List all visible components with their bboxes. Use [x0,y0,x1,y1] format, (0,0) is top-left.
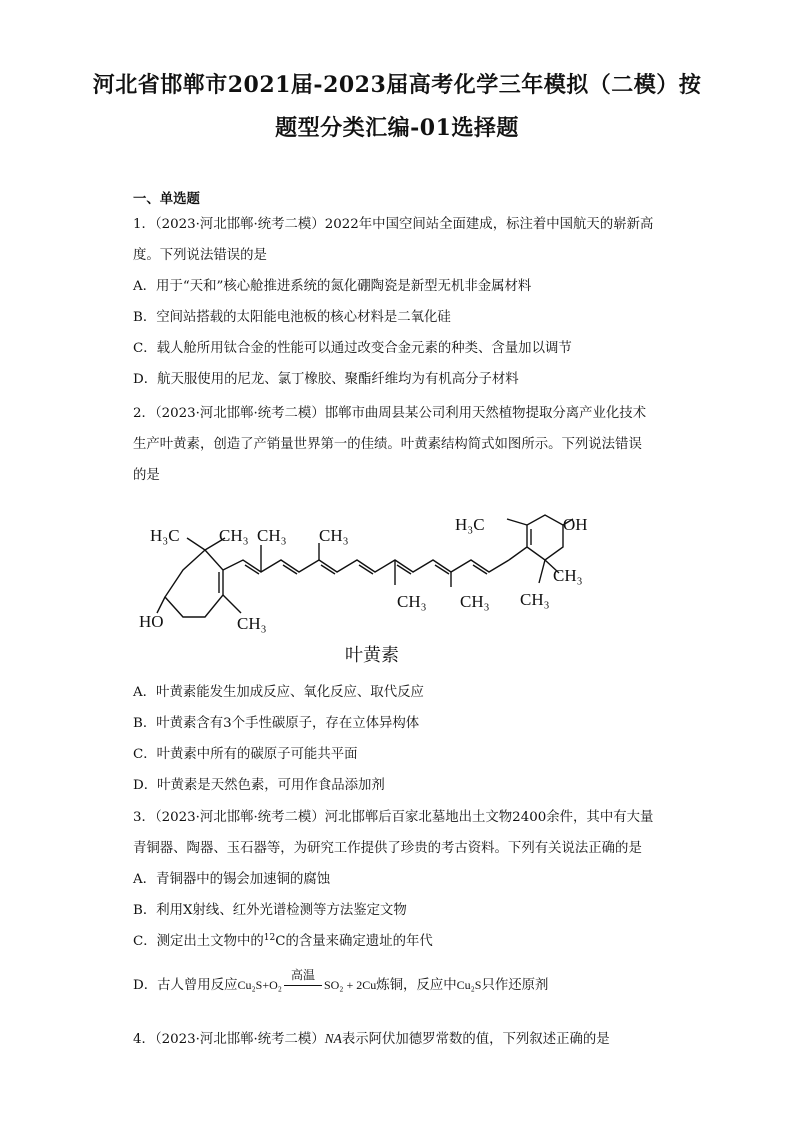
section-heading: 一、单选题 [133,191,200,207]
q1-option-a: A．用于“天和”核心舱推进系统的氮化硼陶瓷是新型无机非金属材料 [133,279,532,294]
q3-stem-line1: 3．（2023·河北邯郸·统考二模）河北邯郸后百家北墓地出土文物2400余件，其中有大量 [133,810,654,825]
equation-reactants: Cu₂S+O₂ [237,978,282,992]
q1-option-b: B．空间站搭载的太阳能电池板的核心材料是二氧化硅 [133,310,451,325]
q1-stem-line2: 度。下列说法错误的是 [133,248,267,263]
q1-stem-line1: 1．（2023·河北邯郸·统考二模）2022年中国空间站全面建成，标注着中国航天的崭新高 [133,217,654,232]
q1-option-d: D．航天服使用的尼龙、氯丁橡胶、聚酯纤维均为有机高分子材料 [133,372,519,387]
q1-option-c: C．载人舱所用钛合金的性能可以通过改变合金元素的种类、含量加以调节 [133,341,572,356]
lutein-structure-figure [135,505,605,670]
doc-title-line2: 题型分类汇编-01选择题 [275,115,519,141]
label-oh-right: OH [563,515,588,534]
label-ch3-bottom2: CH₃ [460,592,490,611]
q2-stem-line2: 生产叶黄素，创造了产销量世界第一的佳绩。叶黄素结构简式如图所示。下列说法错误 [133,437,642,452]
isotope-mass-number: 12 [263,933,276,943]
q4-stem-post: 表示阿伏加德罗常数的值，下列叙述正确的是 [341,1032,610,1047]
q3-option-c-pre: C．测定出土文物中的 [133,934,264,949]
label-h3c-right: H₃C [455,515,485,534]
doc-title-line1: 河北省邯郸市2021届-2023届高考化学三年模拟（二模）按 [92,72,702,98]
q4-stem-pre: 4．（2023·河北邯郸·统考二模） [133,1032,325,1047]
figure-caption: 叶黄素 [345,645,399,666]
q2-option-a: A．叶黄素能发生加成反应、氧化反应、取代反应 [133,685,424,700]
equation-arrow [284,985,322,986]
q2-stem-line1: 2．（2023·河北邯郸·统考二模）邯郸市曲周县某公司利用天然植物提取分离产业化技术 [133,406,647,421]
label-ch3-bottom1: CH₃ [397,592,427,611]
q3-option-c-post: C的含量来确定遗址的年代 [275,934,433,949]
q2-stem-line3: 的是 [133,468,160,483]
label-ho-left: HO [139,612,164,631]
q3-stem-line2: 青铜器、陶器、玉石器等，为研究工作提供了珍贵的考古资料。下列有关说法正确的是 [133,841,642,856]
equation-products: SO₂ + 2Cu [323,978,377,992]
q3-option-a: A．青铜器中的锡会加速铜的腐蚀 [133,872,331,887]
label-ch3-top1: CH₃ [219,526,249,545]
q3-option-d-pre: D．古人曾用反应 [133,978,238,993]
equation-condition-text: 高温 [290,967,315,982]
label-ch3-right1: CH₃ [553,566,583,585]
label-ch3-ring-left: CH₃ [237,614,267,633]
q3-option-c [133,930,433,949]
q4-stem [133,1028,610,1047]
q3-option-d [133,967,549,995]
avogadro-symbol: NA [324,1031,342,1046]
q3-option-d-species: Cu₂S [456,978,482,992]
q3-option-d-post: 只作还原剂 [481,978,549,993]
equation-condition [284,967,322,995]
label-ch3-top3: CH₃ [319,526,349,545]
q3-option-b: B．利用X射线、红外光谱检测等方法鉴定文物 [133,903,407,918]
q2-option-c: C．叶黄素中所有的碳原子可能共平面 [133,747,358,762]
q2-option-d: D．叶黄素是天然色素，可用作食品添加剂 [133,778,385,793]
label-h3c-left: H₃C [150,526,180,545]
q2-option-b: B．叶黄素含有3个手性碳原子，存在立体异构体 [133,716,420,731]
q3-option-d-mid: 炼铜，反应中 [376,978,457,993]
label-ch3-right2: CH₃ [520,590,550,609]
label-ch3-top2: CH₃ [257,526,287,545]
